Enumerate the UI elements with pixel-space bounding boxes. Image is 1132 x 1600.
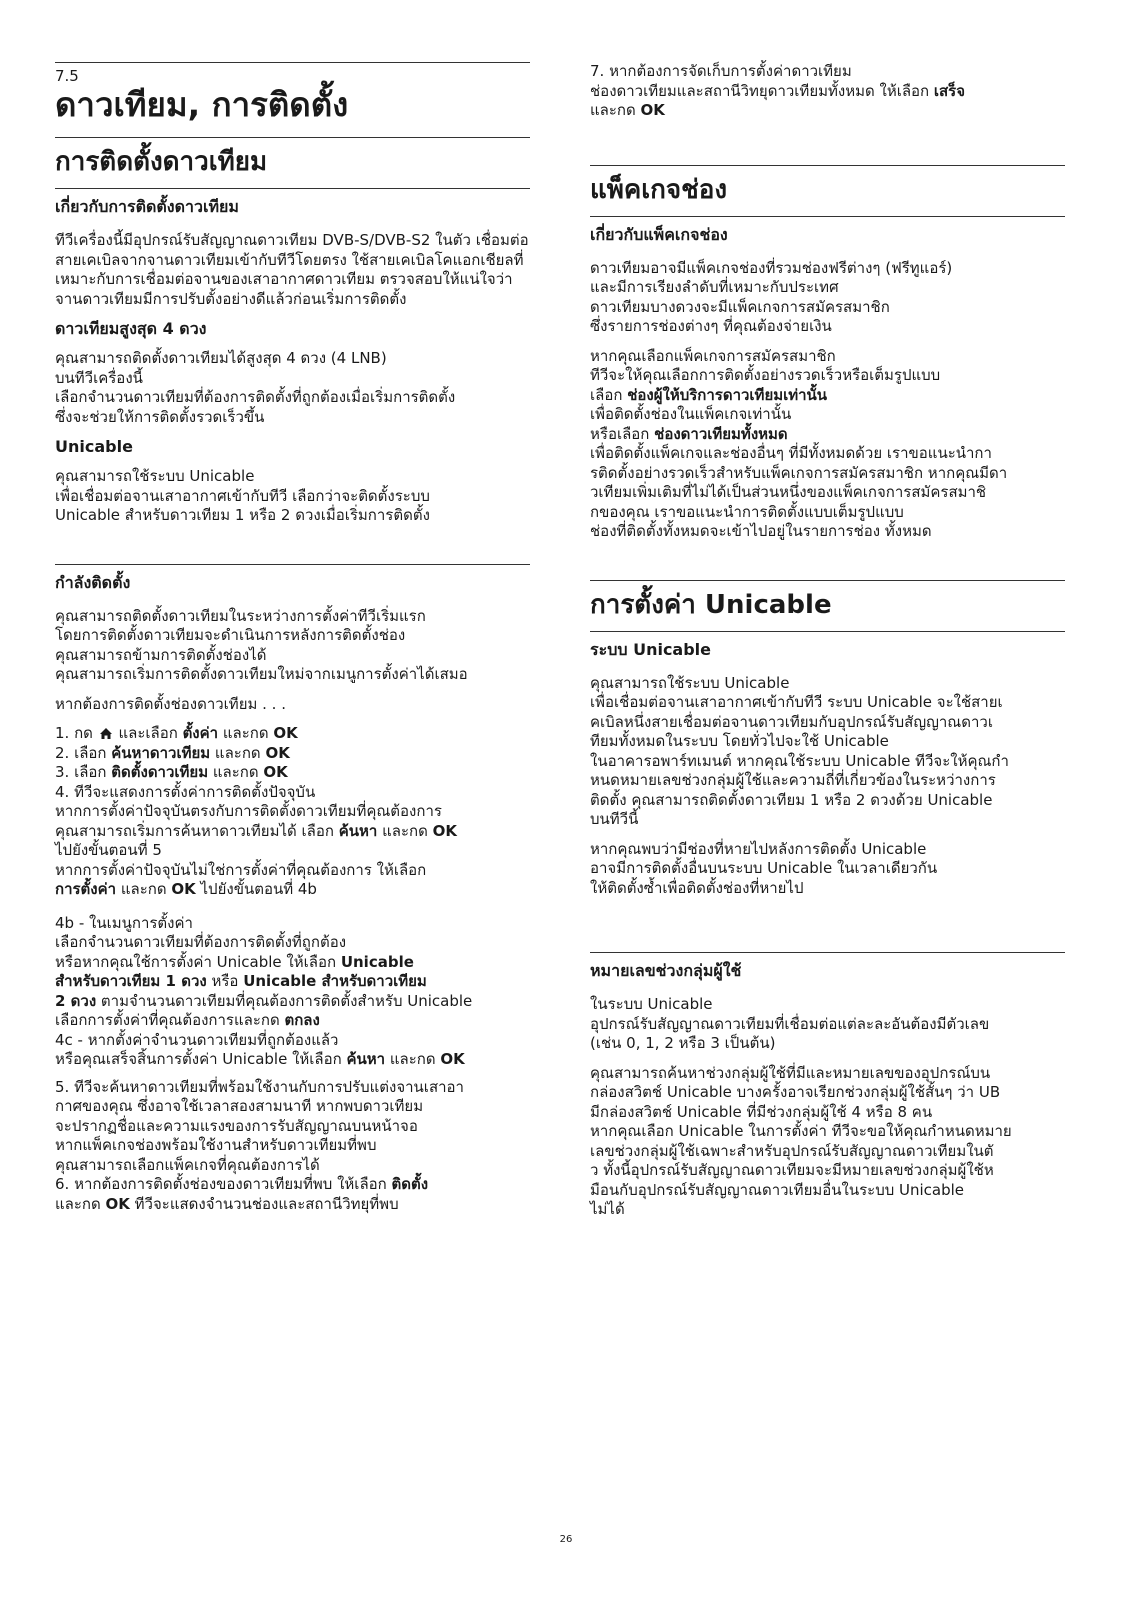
step-7: 7. หากต้องการจัดเก็บการตั้งค่าดาวเทียม ช่องดาวเทียมและสถานีวิทยุดาวเทียมทั้งหมด ให้เลือก เสร็จ และกด OK	[590, 62, 966, 119]
installing-text: คุณสามารถติดตั้งดาวเทียมในระหว่างการตั้งค่าทีวีเริ่มแรก โดยการติดตั้งดาวเทียมจะดำเนินการหลังการติดตั้งช่อง คุณสามารถข้ามการติดตั้งช่องได้ คุณสามารถเริ่มการติดตั้งดาวเทียมใหม่จากเมนูการตั้งค่าได้เสมอ	[55, 606, 468, 683]
divider	[590, 952, 1065, 953]
divider	[55, 188, 530, 189]
divider	[590, 580, 1065, 581]
divider	[55, 137, 530, 138]
install-steps: 1. กด และเลือก ตั้งค่า และกด OK 2. เลือก ค้นหาดาวเทียม และกด OK 3. เลือก ติดตั้งดาวเทียม และกด OK 4. ทีวีจะแสดงการตั้งค่าการติดตั้งปัจจุบัน หากการตั้งค่าปัจจุบันตรงกับการติดตั้งดาวเทียมที่คุณต้องการ คุณสามารถเริ่มการค้นหาดาวเทียมได้ เลือก ค้นหา และกด OK ไปยังขั้นตอนที่ 5 หากการตั้งค่าปัจจุบันไม่ใช่การตั้งค่าที่คุณต้องการ ให้เลือก การตั้งค่า และกด OK ไปยังขั้นตอนที่ 4b	[55, 724, 530, 900]
step-2: 2. เลือก ค้นหาดาวเทียม และกด OK	[55, 743, 290, 762]
user-band-find-text: คุณสามารถค้นหาช่วงกลุ่มผู้ใช้ที่มีและหมายเลขของอุปกรณ์บน กล่องสวิตช์ Unicable บางครั้งอาจเรียกช่วงกลุ่มผู้ใช้สั้นๆ ว่า UB มีกล่องสวิตช์ Unicable ที่มีช่วงกลุ่มผู้ใช้ 4 หรือ 8 คน หากคุณเลือก Unicable ในการตั้งค่า ทีวีจะขอให้คุณกำหนดหมาย เลขช่วงกลุ่มผู้ใช้เฉพาะสำหรับอุปกรณ์รับสัญญาณดาวเทียมในตั ว ทั้งนี้อุปกรณ์รับสัญญาณดาวเทียมจะมีหมายเลขช่วงกลุ่มผู้ใช้ห มือนกับอุปกรณ์รับสัญญาณดาวเทียมอื่นในระบบ Unicable ไม่ได้	[590, 1063, 1012, 1218]
max-satellites-text: คุณสามารถติดตั้งดาวเทียมได้สูงสุด 4 ดวง (4 LNB) บนทีวีเครื่องนี้ เลือกจำนวนดาวเทียมที่ต้องการติดตั้งที่ถูกต้องเมื่อเริ่มการติดตั้ง ซึ่งจะช่วยให้การติดตั้งรวดเร็วขึ้น	[55, 349, 456, 426]
unicable-setup-heading: การตั้งค่า Unicable	[590, 589, 832, 620]
section-number: 7.5	[55, 67, 79, 85]
packages-heading: แพ็คเกจช่อง	[590, 174, 728, 205]
install-intro: หากต้องการติดตั้งช่องดาวเทียม . . .	[55, 694, 286, 713]
about-packages-heading: เกี่ยวกับแพ็คเกจช่อง	[590, 224, 728, 244]
unicable-system-heading: ระบบ Unicable	[590, 639, 712, 659]
step-3: 3. เลือก ติดตั้งดาวเทียม และกด OK	[55, 763, 288, 781]
step-1: 1. กด และเลือก ตั้งค่า และกด OK	[55, 724, 298, 742]
installing-heading: กำลังติดตั้ง	[55, 572, 131, 592]
divider	[590, 165, 1065, 166]
home-icon	[100, 728, 112, 739]
packages-text: ดาวเทียมอาจมีแพ็คเกจช่องที่รวมช่องฟรีต่างๆ (ฟรีทูแอร์) และมีการเรียงลำดับที่เหมาะกับประเทศ ดาวเทียมบางดวงจะมีแพ็คเกจการสมัครสมาชิก ซึ่งรายการช่องต่างๆ ที่คุณต้องจ่ายเงิน	[590, 258, 953, 335]
step-4c: 4c - หากตั้งค่าจำนวนดาวเทียมที่ถูกต้องแล้ว	[55, 1030, 339, 1049]
step-4: 4. ทีวีจะแสดงการตั้งค่าการติดตั้งปัจจุบัน	[55, 782, 316, 801]
divider	[55, 564, 530, 565]
divider	[590, 216, 1065, 217]
missing-channels-text: หากคุณพบว่ามีช่องที่หายไปหลังการติดตั้ง Unicable อาจมีการติดตั้งอื่นบนระบบ Unicable ในเวลาเดียวกัน ให้ติดตั้งซ้ำเพื่อติดตั้งช่องที่หายไป	[590, 839, 938, 897]
about-install-text: ทีวีเครื่องนี้มีอุปกรณ์รับสัญญาณดาวเทียม DVB-S/DVB-S2 ในตัว เชื่อมต่อสายเคเบิลจากจานดาวเทียมเข้ากับทีวีโดยตรง ใช้สายเคเบิลโคแอกเชียลที่เหมาะกับการเชื่อมต่อจานของเสาอากาศดาวเทียม ตรวจสอบให้แน่ใจว่าจานดาวเทียมมีการปรับตั้งอย่างดีแล้วก่อนเริ่มการติดตั้ง	[55, 231, 529, 308]
left-column	[55, 62, 530, 1214]
satellite-install-heading: การติดตั้งดาวเทียม	[55, 147, 268, 177]
right-column	[590, 62, 1065, 1230]
unicable-text: คุณสามารถใช้ระบบ Unicable เพื่อเชื่อมต่อจานเสาอากาศเข้ากับทีวี เลือกว่าจะติดตั้งระบบ Unicable สำหรับดาวเทียม 1 หรือ 2 ดวงเมื่อเริ่มการติดตั้ง	[55, 467, 430, 524]
user-band-text: ในระบบ Unicable อุปกรณ์รับสัญญาณดาวเทียมที่เชื่อมต่อแต่ละละอันต้องมีตัวเลข (เช่น 0, 1, 2 หรือ 3 เป็นต้น)	[590, 995, 990, 1052]
unicable-system-text: คุณสามารถใช้ระบบ Unicable เพื่อเชื่อมต่อจานเสาอากาศเข้ากับทีวี ระบบ Unicable จะใช้สายเ คเบิลหนึ่งสายเชื่อมต่อจานดาวเทียมกับอุปกรณ์รับสัญญาณดาวเ ทียมทั้งหมดในระบบ โดยทั่วไปจะใช้ Unicable ในอาคารอพาร์ทเมนต์ หากคุณใช้ระบบ Unicable ทีวีจะให้คุณกำ หนดหมายเลขช่วงกลุ่มผู้ใช้และความถี่ที่เกี่ยวข้องในระหว่างการ ติดตั้ง คุณสามารถติดตั้งดาวเทียม 1 หรือ 2 ดวงด้วย Unicable บนทีวีนี้	[590, 673, 1009, 828]
max-satellites-heading: ดาวเทียมสูงสุด 4 ดวง	[55, 319, 207, 338]
page-number: 26	[559, 1534, 573, 1545]
subscription-text: หากคุณเลือกแพ็คเกจการสมัครสมาชิก ทีวีจะให้คุณเลือกการติดตั้งอย่างรวดเร็วหรือเต็มรูปแบบ เลือก ช่องผู้ให้บริการดาวเทียมเท่านั้น เพื่อติดตั้งช่องในแพ็คเกจเท่านั้น หรือเลือก ช่องดาวเทียมทั้งหมด เพื่อติดตั้งแพ็คเกจและช่องอื่นๆ ที่มีทั้งหมดด้วย เราขอแนะนำกา รติดตั้งอย่างรวดเร็วสำหรับแพ็คเกจการสมัครสมาชิก หากคุณมีดา วเทียมเพิ่มเติมที่ไม่ได้เป็นส่วนหนึ่งของแพ็คเกจการสมัครสมาชิ กของคุณ เราขอแนะนำการติดตั้งแบบเต็มรูปแบบ ช่องที่ติดตั้งทั้งหมดจะเข้าไปอยู่ในรายการช่อง ทั้งหมด	[590, 346, 1008, 540]
step-5-6: 5. ทีวีจะค้นหาดาวเทียมที่พร้อมใช้งานกับการปรับแต่งจานเสาอา กาศของคุณ ซึ่งอาจใช้เวลาสองสามนาที หากพบดาวเทียม จะปรากฏชื่อและความแรงของการรับสัญญาณบนหน้าจอ หากแพ็คเกจช่องพร้อมใช้งานสำหรับดาวเทียมที่พบ คุณสามารถเลือกแพ็คเกจที่คุณต้องการได้ 6. หากต้องการติดตั้งช่องของดาวเทียมที่พบ ให้เลือก ติดตั้ง และกด OK ทีวีจะแสดงจำนวนช่องและสถานีวิทยุที่พบ	[55, 1077, 464, 1213]
chapter-title: ดาวเทียม, การติดตั้ง	[55, 85, 349, 124]
divider	[590, 631, 1065, 632]
step-4b: 4b - ในเมนูการตั้งค่า เลือกจำนวนดาวเทียมที่ต้องการติดตั้งที่ถูกต้อง หรือหากคุณใช้การตั้งค่า Unicable ให้เลือก Unicable สำหรับดาวเทียม 1 ดวง หรือ Unicable สำหรับดาวเทียม 2 ดวง ตามจำนวนดาวเทียมที่คุณต้องการติดตั้งสำหรับ Unicable เลือกการตั้งค่าที่คุณต้องการและกด ตกลง 4c - หากตั้งค่าจำนวนดาวเทียมที่ถูกต้องแล้ว หรือคุณเสร็จสิ้นการตั้งค่า Unicable ให้เลือก ค้นหา และกด OK	[55, 914, 530, 1070]
about-install-heading: เกี่ยวกับการติดตั้งดาวเทียม	[55, 197, 239, 216]
unicable-heading: Unicable	[55, 437, 133, 456]
user-band-heading: หมายเลขช่วงกลุ่มผู้ใช้	[590, 961, 742, 980]
section-rule	[55, 62, 530, 63]
